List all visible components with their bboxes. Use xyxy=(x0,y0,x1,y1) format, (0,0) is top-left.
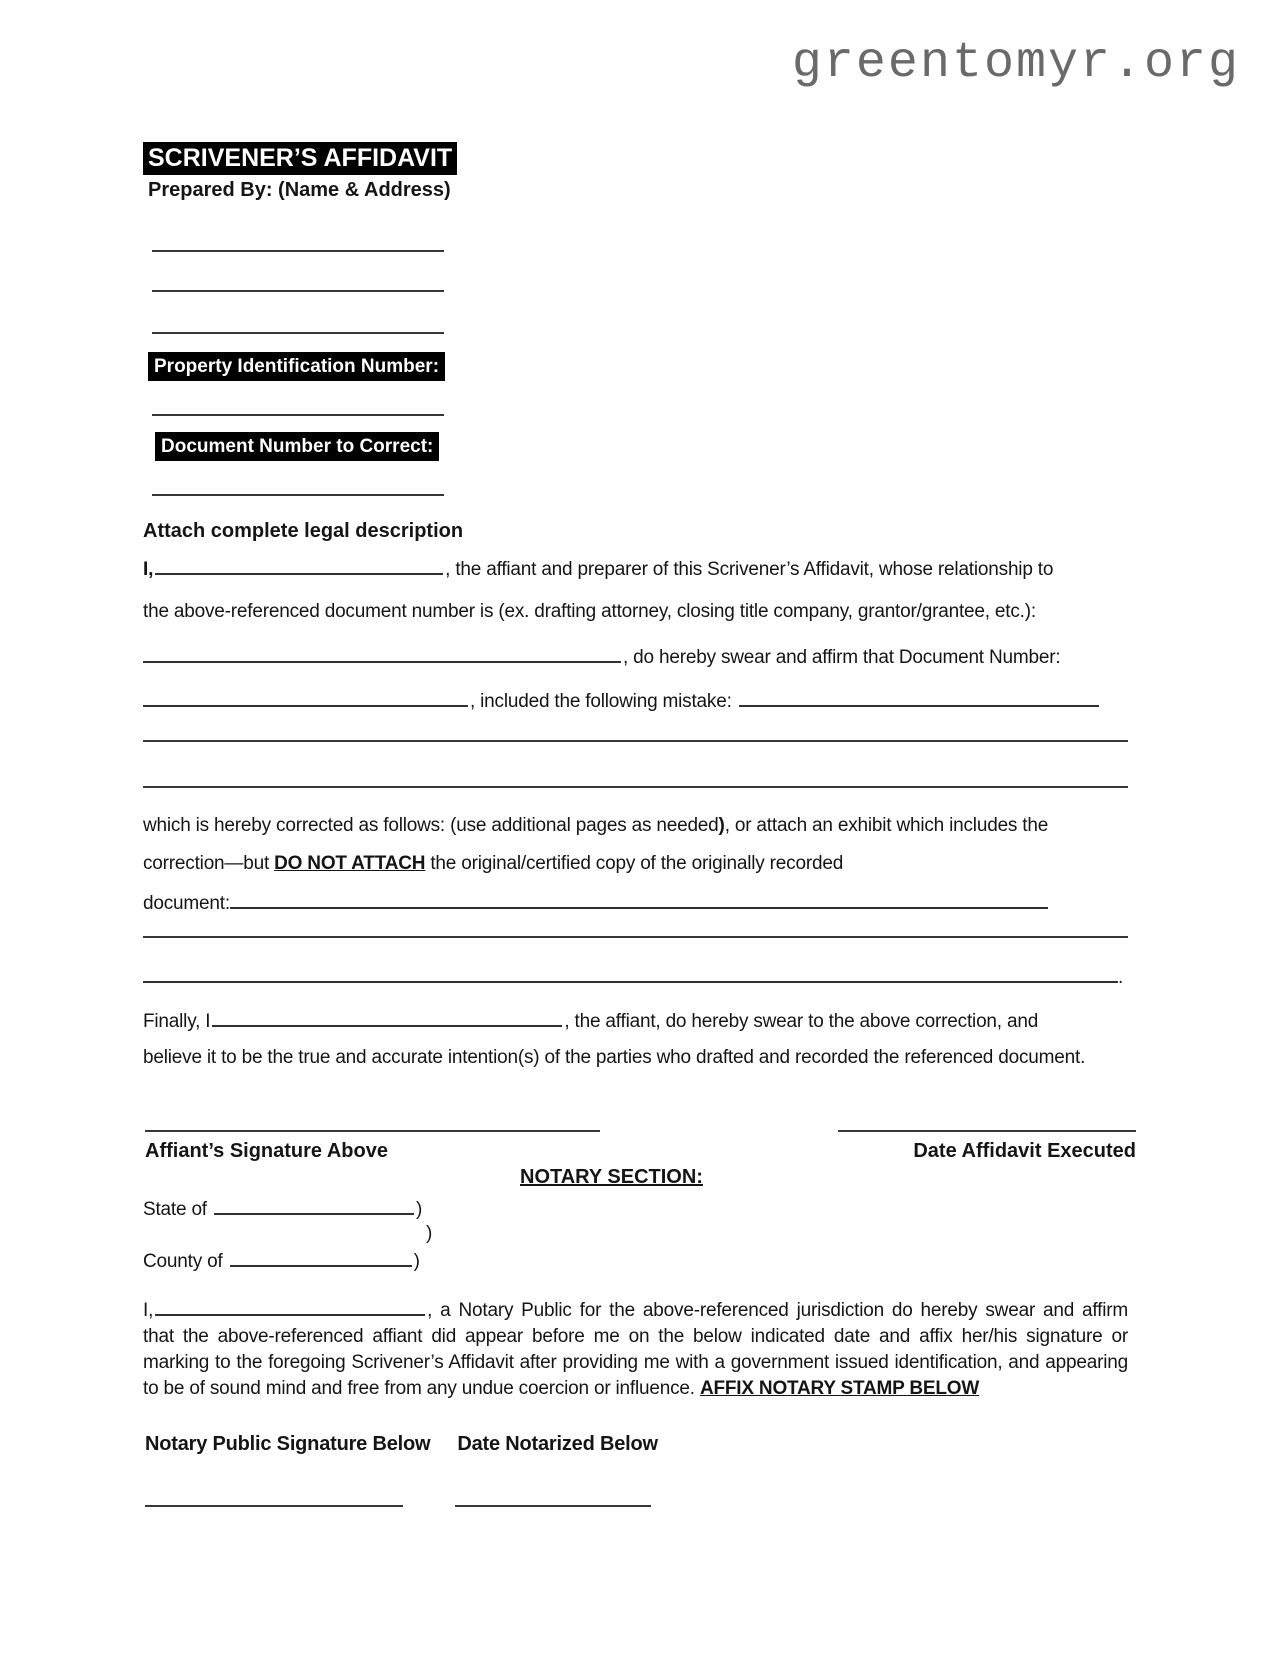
finally-post: , the affiant, do hereby swear to the above correction, and xyxy=(564,1011,1039,1032)
correction-blank-1 xyxy=(230,890,1048,909)
correction-end-row xyxy=(143,964,1123,990)
correction-continuation-line-1 xyxy=(143,936,1128,938)
corrected-paren: ) xyxy=(718,815,725,836)
date-notarized-label: Date Notarized Below xyxy=(457,1433,658,1455)
relationship-blank xyxy=(143,644,621,663)
finally-pre: Finally, I xyxy=(143,1011,211,1032)
attach-legal-label: Attach complete legal description xyxy=(143,520,464,542)
document-number-blank xyxy=(143,688,468,707)
property-id-blank-line xyxy=(152,414,444,416)
affiant-intro-post: , the affiant and preparer of this Scrivener’s Affidavit, whose relationship to xyxy=(445,559,1054,580)
affiant-intro-row xyxy=(143,556,1053,582)
property-id-label: Property Identification Number: xyxy=(148,352,445,381)
prepared-by-label: Prepared By: (Name & Address) xyxy=(148,179,451,201)
state-row xyxy=(143,1196,422,1222)
notary-name-blank xyxy=(155,1297,425,1316)
document-row xyxy=(143,890,1048,916)
state-paren: ) xyxy=(415,1199,423,1220)
page-title: SCRIVENER’S AFFIDAVIT xyxy=(143,142,457,175)
date-executed-line xyxy=(838,1130,1136,1132)
date-executed-label: Date Affidavit Executed xyxy=(913,1140,1136,1162)
mistake-row xyxy=(143,688,1101,714)
finally-row xyxy=(143,1008,1038,1034)
notary-paragraph xyxy=(143,1297,1128,1402)
prepared-by-blank-line-2 xyxy=(152,290,444,292)
finally-name-blank xyxy=(212,1008,562,1027)
county-blank xyxy=(230,1248,412,1267)
middle-paren-row: ) xyxy=(426,1223,433,1244)
correction-pre: correction—but xyxy=(143,853,275,874)
document-label: document: xyxy=(143,893,230,914)
notary-bottom-labels-row xyxy=(143,1432,658,1456)
do-not-attach-emphasis: DO NOT ATTACH xyxy=(274,853,426,874)
mistake-blank xyxy=(739,688,1099,707)
prepared-by-blank-line-3 xyxy=(152,332,444,334)
doc-number-label: Document Number to Correct: xyxy=(155,432,439,461)
affiant-intro-pre: I, xyxy=(143,559,154,580)
site-watermark: greentomyr.org xyxy=(791,35,1240,92)
county-label: County of xyxy=(143,1251,223,1272)
county-row xyxy=(143,1248,420,1274)
corrected-row xyxy=(143,814,1048,838)
relationship-row: the above-referenced document number is (ex. drafting attorney, closing title company, grantor/grantee, etc.): xyxy=(143,601,1036,622)
believe-row: believe it to be the true and accurate intention(s) of the parties who drafted and recorded the referenced document. xyxy=(143,1047,1086,1068)
affix-notary-stamp-label: AFFIX NOTARY STAMP BELOW xyxy=(699,1378,980,1399)
mistake-continuation-line-2 xyxy=(143,786,1128,788)
corrected-pre: which is hereby corrected as follows: (use additional pages as needed xyxy=(143,815,719,836)
notary-para-post: , a Notary Public for the above-referenced jurisdiction do hereby swear and affirm that the above-referenced affiant did appear before me on the below indicated date and affix her/his signature or marking to the foregoing Scrivener’s Affidavit after providing me with a government issued identification, and appearing to be of sound mind and free from any undue coercion or influence. xyxy=(143,1300,1128,1399)
notary-section-heading: NOTARY SECTION: xyxy=(520,1166,703,1188)
correction-post: the original/certified copy of the originally recorded xyxy=(425,853,844,874)
mistake-continuation-line-1 xyxy=(143,740,1128,742)
notary-para-pre: I, xyxy=(143,1300,154,1321)
correction-period: . xyxy=(1118,967,1124,988)
corrected-post: , or attach an exhibit which includes the xyxy=(724,815,1049,836)
mistake-text: , included the following mistake: xyxy=(470,691,732,712)
date-notarized-line xyxy=(455,1505,651,1507)
notary-signature-line xyxy=(145,1505,403,1507)
affiant-signature-label: Affiant’s Signature Above xyxy=(145,1140,388,1162)
correction-blank-2 xyxy=(143,964,1118,983)
affiant-signature-line xyxy=(145,1130,600,1132)
affiant-name-blank xyxy=(155,556,443,575)
prepared-by-blank-line-1 xyxy=(152,250,444,252)
doc-number-blank-line xyxy=(152,494,444,496)
notary-signature-label: Notary Public Signature Below xyxy=(145,1433,431,1455)
state-blank xyxy=(214,1196,414,1215)
county-paren: ) xyxy=(413,1251,420,1272)
swear-row xyxy=(143,644,1060,670)
swear-text: , do hereby swear and affirm that Document Number: xyxy=(623,647,1061,668)
state-label: State of xyxy=(143,1199,207,1220)
do-not-attach-row xyxy=(143,852,843,876)
